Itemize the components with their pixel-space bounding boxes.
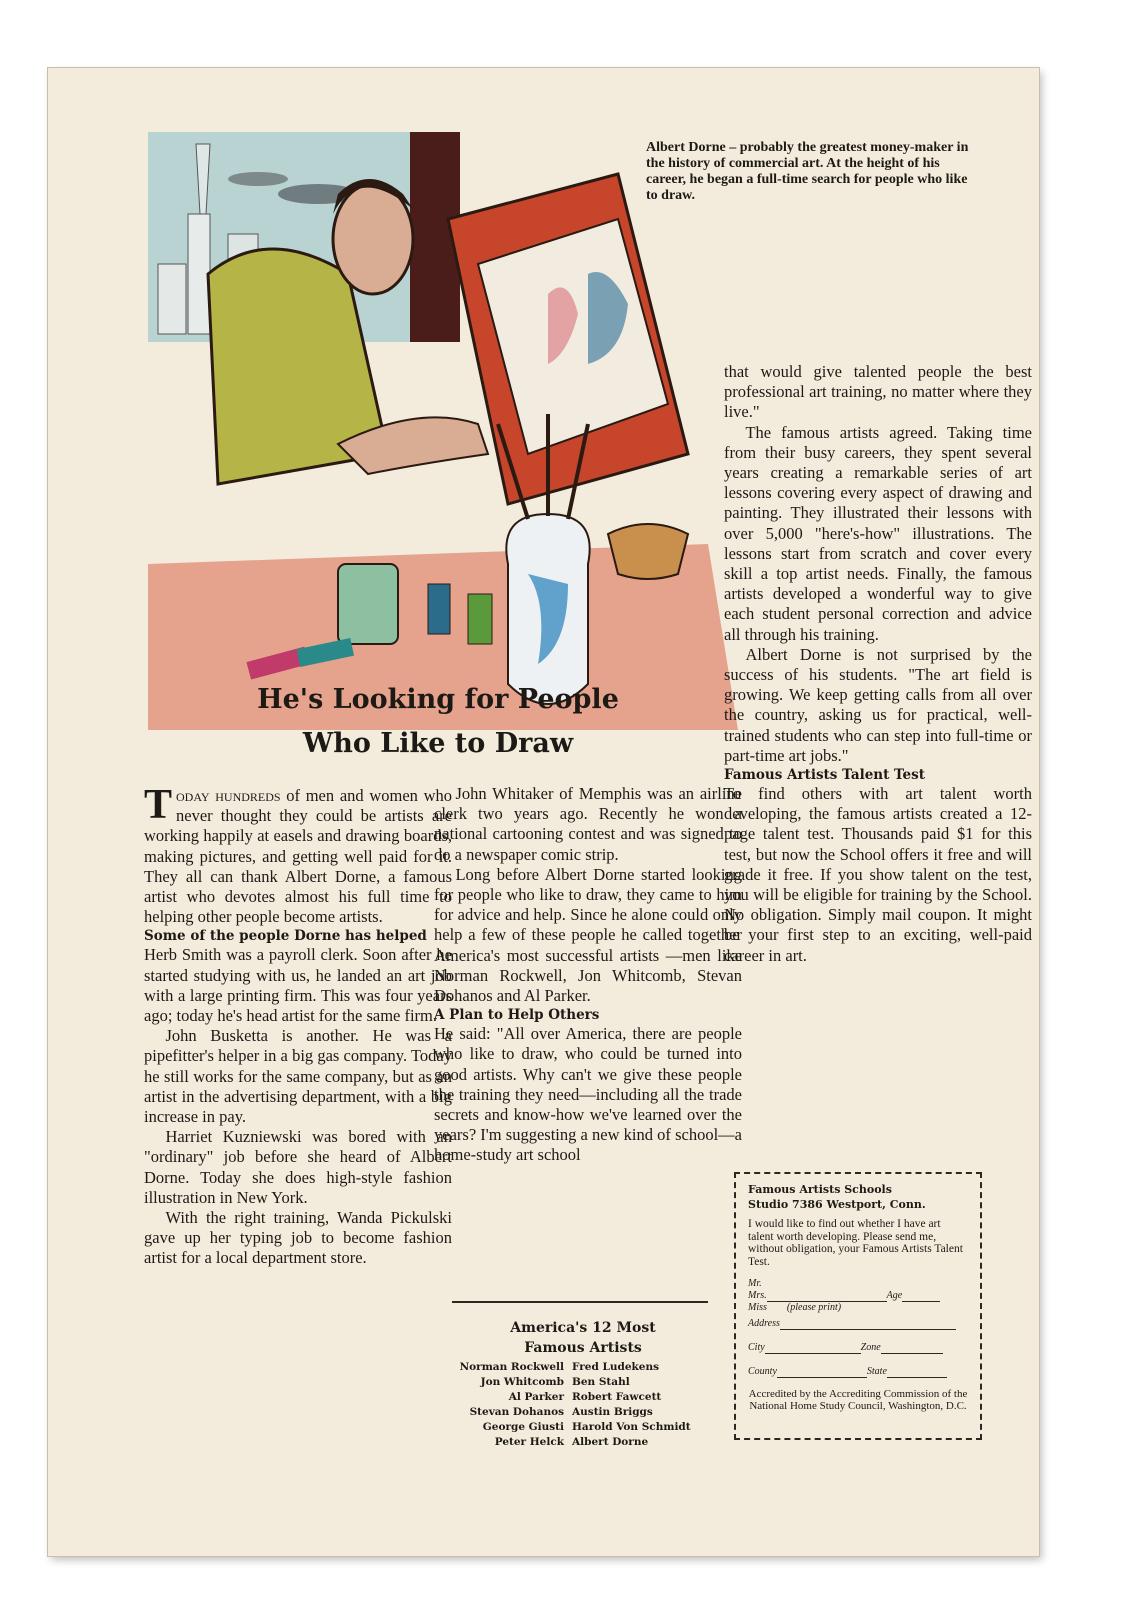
paragraph-he-said: He said: "All over America, there are people who like to draw, who could be turned into good artists. Why can't we give these people the training they need—including all the trade secrets and know-how we've learned over the years? I'm suggesting a new kind of school—a home-study art school bbox=[434, 1024, 742, 1165]
column-2 bbox=[434, 784, 742, 1166]
column-3 bbox=[724, 362, 1032, 966]
mrs-label: Mrs. bbox=[748, 1290, 767, 1301]
albert-dorne-illustration bbox=[148, 124, 738, 730]
artist-name: Ben Stahl bbox=[572, 1376, 630, 1388]
coupon-school: Famous Artists Schools bbox=[748, 1183, 892, 1196]
miss-label: Miss bbox=[748, 1302, 767, 1313]
city-label: City bbox=[748, 1342, 765, 1353]
famous-title-line-2: Famous Artists bbox=[524, 1340, 642, 1356]
mr-label: Mr. bbox=[748, 1278, 762, 1289]
artist-name: George Giusti bbox=[482, 1421, 564, 1433]
subhead-plan: A Plan to Help Others bbox=[434, 1007, 600, 1024]
mail-coupon[interactable] bbox=[734, 1172, 982, 1440]
headline-line-1: He's Looking for People bbox=[257, 684, 619, 715]
paragraph-john-whitaker: John Whitaker of Memphis was an airline clerk two years ago. Recently he won a national cartooning contest and was signed to do a newspaper comic strip. bbox=[434, 784, 742, 864]
artist-name: Stevan Dohanos bbox=[469, 1406, 564, 1418]
artist-name: Fred Ludekens bbox=[572, 1361, 660, 1373]
age-label: Age bbox=[886, 1290, 903, 1301]
illustration-caption bbox=[646, 140, 976, 204]
please-print-label: (please print) bbox=[786, 1302, 842, 1313]
paragraph-not-surprised: Albert Dorne is not surprised by the success of his students. "The art field is growing. We keep getting calls from all over the country, asking us for practical, well-trained students who can step into full-time or part-time art jobs." bbox=[724, 644, 1032, 765]
coupon-address-field[interactable] bbox=[748, 1318, 968, 1330]
famous-artists-list bbox=[428, 1360, 748, 1450]
paragraph-john-busketta: John Busketta is another. He was a pipefitter's helper in a big gas company. Today he still works for the same company, but as an artist in the advertising department, with a big increase in pay. bbox=[144, 1026, 452, 1127]
divider-rule bbox=[452, 1301, 708, 1303]
coupon-accreditation: Accredited by the Accrediting Commission of the National Home Study Council, Washington, D.C. bbox=[748, 1388, 968, 1412]
headline-line-2: Who Like to Draw bbox=[302, 728, 574, 759]
famous-title-line-1: America's 12 Most bbox=[510, 1320, 656, 1336]
state-label: State bbox=[866, 1366, 887, 1377]
zone-label: Zone bbox=[860, 1342, 881, 1353]
artist-name: Austin Briggs bbox=[572, 1406, 653, 1418]
paragraph-harriet-kuzniewski: Harriet Kuzniewski was bored with an "ordinary" job before she heard of Albert Dorne. Today she does high-style fashion illustration in New York. bbox=[144, 1127, 452, 1207]
artist-name: Albert Dorne bbox=[572, 1436, 649, 1448]
coupon-city-field[interactable] bbox=[748, 1342, 968, 1354]
address-label: Address bbox=[748, 1318, 780, 1329]
headline bbox=[138, 678, 738, 766]
coupon-county-field[interactable] bbox=[748, 1366, 968, 1378]
artist-name: Jon Whitcomb bbox=[480, 1376, 564, 1388]
artist-name: Peter Helck bbox=[494, 1436, 564, 1448]
caption-text: – probably the greatest money-maker in the history of commercial art. At the height of his career, he began a full-time search for people who like to draw. bbox=[646, 140, 969, 203]
artist-name: Al Parker bbox=[508, 1391, 564, 1403]
drop-cap: T bbox=[144, 782, 173, 828]
paragraph-long-before: Long before Albert Dorne started looking for people who like to draw, they came to him for advice and help. Since he alone could only help a few of these people he called together America's most successful artists —men like Norman Rockwell, Jon Whitcomb, Stevan Dohanos and Al Parker. bbox=[434, 864, 742, 1006]
paragraph-wanda-pickulski: With the right training, Wanda Pickulski gave up her typing job to become fashion artist for a local department store. bbox=[144, 1208, 452, 1268]
artist-name: Robert Fawcett bbox=[572, 1391, 662, 1403]
famous-artists-title bbox=[428, 1318, 738, 1358]
caption-name: Albert Dorne bbox=[646, 140, 726, 155]
county-label: County bbox=[748, 1366, 777, 1377]
magazine-page bbox=[48, 68, 1039, 1556]
intro-smallcaps: oday hundreds bbox=[176, 786, 281, 805]
intro-text: of men and women who never thought they could be artists are working happily at easels and drawing boards, making pictures, and getting well paid for it. They all can thank Albert Dorne, a famous artist who devotes almost his full time to helping other people become artists. bbox=[144, 786, 452, 927]
artist-name: Norman Rockwell bbox=[459, 1361, 564, 1373]
artist-name: Harold Von Schmidt bbox=[572, 1421, 691, 1433]
coupon-studio: Studio 7386 Westport, Conn. bbox=[748, 1198, 926, 1211]
coupon-request-text: I would like to find out whether I have art talent worth developing. Please send me, without obligation, your Famous Artists Talent Test. bbox=[748, 1218, 963, 1268]
paragraph-herb-smith: Herb Smith was a payroll clerk. Soon after he started studying with us, he landed an art job with a large printing firm. This was four years ago; today he's head artist for the same firm. bbox=[144, 945, 452, 1026]
coupon-name-field[interactable] bbox=[748, 1278, 968, 1314]
subhead-people-helped: Some of the people Dorne has helped bbox=[144, 928, 427, 945]
paragraph-talent-test: To find others with art talent worth developing, the famous artists created a 12-page talent test. Thousands paid $1 for this test, but now the School offers it free and will grade it free. If you show talent on the test, you will be eligible for training by the School. No obligation. Simply mail coupon. It might be your first step to an exciting, well-paid career in art. bbox=[724, 784, 1032, 965]
paragraph-artists-agreed: The famous artists agreed. Taking time from their busy careers, they spent several years creating a remarkable series of art lessons covering every aspect of drawing and painting. They illustrated their lessons with over 5,000 "here's-how" illustrations. The lessons start from scratch and cover every skill a top artist needs. Finally, the famous artists developed a wonderful way to give each student personal correction and advice all through his training. bbox=[724, 422, 1032, 644]
paragraph-talented-people: that would give talented people the best professional art training, no matter where they live." bbox=[724, 362, 1032, 422]
column-1 bbox=[144, 782, 452, 1269]
subhead-talent-test: Famous Artists Talent Test bbox=[724, 767, 925, 784]
